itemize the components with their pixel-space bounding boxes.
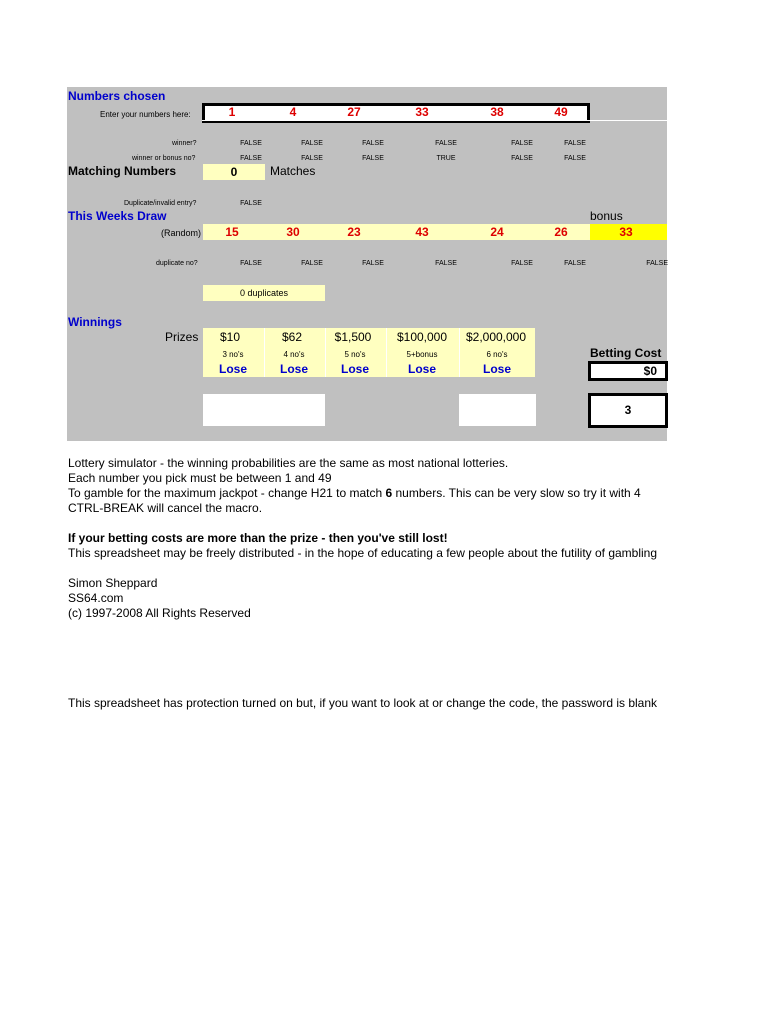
- duplicate-flag: FALSE: [362, 260, 384, 267]
- winner-or-bonus-label: winner or bonus no?: [132, 155, 196, 162]
- matching-numbers-label: Matching Numbers: [68, 164, 177, 178]
- bonus-flag: FALSE: [362, 155, 384, 162]
- note-line: Lottery simulator - the winning probabilities are the same as most national lotteries.: [68, 456, 509, 470]
- chosen-number-3[interactable]: 27: [347, 105, 361, 119]
- prize-result: Lose: [482, 362, 511, 376]
- duplicate-entry-flag: FALSE: [240, 200, 262, 207]
- chosen-number-4[interactable]: 33: [415, 105, 429, 119]
- author-name: Simon Sheppard: [68, 576, 158, 590]
- duplicate-flag: FALSE: [564, 260, 586, 267]
- prize-result: Lose: [218, 362, 247, 376]
- divider: [386, 328, 387, 377]
- warning-note: If your betting costs are more than the prize - then you've still lost!: [68, 531, 448, 545]
- prize-requirement: 4 no's: [283, 350, 305, 359]
- divider: [459, 328, 460, 377]
- winner-label: winner?: [172, 140, 197, 147]
- numbers-chosen-title: Numbers chosen: [68, 89, 166, 103]
- this-weeks-draw-title: This Weeks Draw: [68, 209, 167, 223]
- prize-requirement: 5+bonus: [406, 350, 438, 359]
- draw-number-4: 43: [415, 225, 429, 239]
- prize-amount: $62: [281, 330, 303, 344]
- prize-result: Lose: [340, 362, 369, 376]
- duplicates-count: 0 duplicates: [203, 285, 325, 301]
- random-label: (Random): [161, 228, 202, 238]
- duplicate-no-label: duplicate no?: [156, 260, 198, 267]
- protection-note: This spreadsheet has protection turned on but, if you want to look at or change the code, the password is blank: [68, 696, 658, 710]
- winner-flag: FALSE: [362, 140, 384, 147]
- bonus-flag: TRUE: [436, 155, 456, 162]
- duplicate-flag: FALSE: [511, 260, 533, 267]
- bonus-header: bonus: [590, 209, 623, 223]
- matching-count: 0: [203, 164, 265, 180]
- note-line: CTRL-BREAK will cancel the macro.: [68, 501, 263, 515]
- note-line: To gamble for the maximum jackpot - change H21 to match 6 numbers. This can be very slow so try it with 4: [68, 486, 641, 500]
- bonus-flag: FALSE: [564, 155, 586, 162]
- prize-result: Lose: [407, 362, 436, 376]
- note-line: Each number you pick must be between 1 and 49: [68, 471, 332, 485]
- prize-amount: $2,000,000: [465, 330, 527, 344]
- bonus-flag: FALSE: [240, 155, 262, 162]
- duplicate-flag: FALSE: [301, 260, 323, 267]
- chosen-number-5[interactable]: 38: [490, 105, 504, 119]
- prize-result: Lose: [279, 362, 308, 376]
- divider: [202, 120, 668, 121]
- bonus-flag: FALSE: [511, 155, 533, 162]
- betting-cost-label: Betting Cost: [590, 346, 662, 360]
- prize-amount: $10: [219, 330, 241, 344]
- prize-requirement: 6 no's: [486, 350, 508, 359]
- run-count[interactable]: 3: [588, 393, 668, 428]
- betting-cost-value: $0: [588, 361, 668, 381]
- bonus-flag: FALSE: [301, 155, 323, 162]
- duplicate-entry-label: Duplicate/invalid entry?: [124, 200, 197, 207]
- draw-number-5: 24: [490, 225, 504, 239]
- site-name: SS64.com: [68, 591, 124, 605]
- chosen-number-1[interactable]: 1: [228, 105, 236, 119]
- chosen-number-2[interactable]: 4: [289, 105, 297, 119]
- prizes-label: Prizes: [165, 330, 199, 344]
- draw-bonus-number: 33: [619, 225, 633, 239]
- duplicate-flag: FALSE: [240, 260, 262, 267]
- winner-flag: FALSE: [511, 140, 533, 147]
- enter-numbers-label: Enter your numbers here:: [100, 110, 191, 119]
- blank-cell: [203, 394, 325, 426]
- winner-flag: FALSE: [301, 140, 323, 147]
- prize-requirement: 3 no's: [222, 350, 244, 359]
- winner-flag: FALSE: [240, 140, 262, 147]
- winner-flag: FALSE: [435, 140, 457, 147]
- duplicate-flag: FALSE: [646, 260, 668, 267]
- draw-row: [203, 224, 590, 240]
- matches-label: Matches: [270, 164, 316, 178]
- prize-amount: $1,500: [334, 330, 372, 344]
- winner-flag: FALSE: [564, 140, 586, 147]
- duplicate-flag: FALSE: [435, 260, 457, 267]
- copyright: (c) 1997-2008 All Rights Reserved: [68, 606, 251, 620]
- distribution-note: This spreadsheet may be freely distributed - in the hope of educating a few people about the futility of gambling: [68, 546, 658, 560]
- blank-cell: [459, 394, 536, 426]
- winnings-title: Winnings: [68, 315, 122, 329]
- draw-number-1: 15: [225, 225, 239, 239]
- draw-number-3: 23: [347, 225, 361, 239]
- prize-amount: $100,000: [396, 330, 448, 344]
- draw-number-2: 30: [286, 225, 300, 239]
- chosen-number-6[interactable]: 49: [554, 105, 568, 119]
- prize-requirement: 5 no's: [344, 350, 366, 359]
- draw-number-6: 26: [554, 225, 568, 239]
